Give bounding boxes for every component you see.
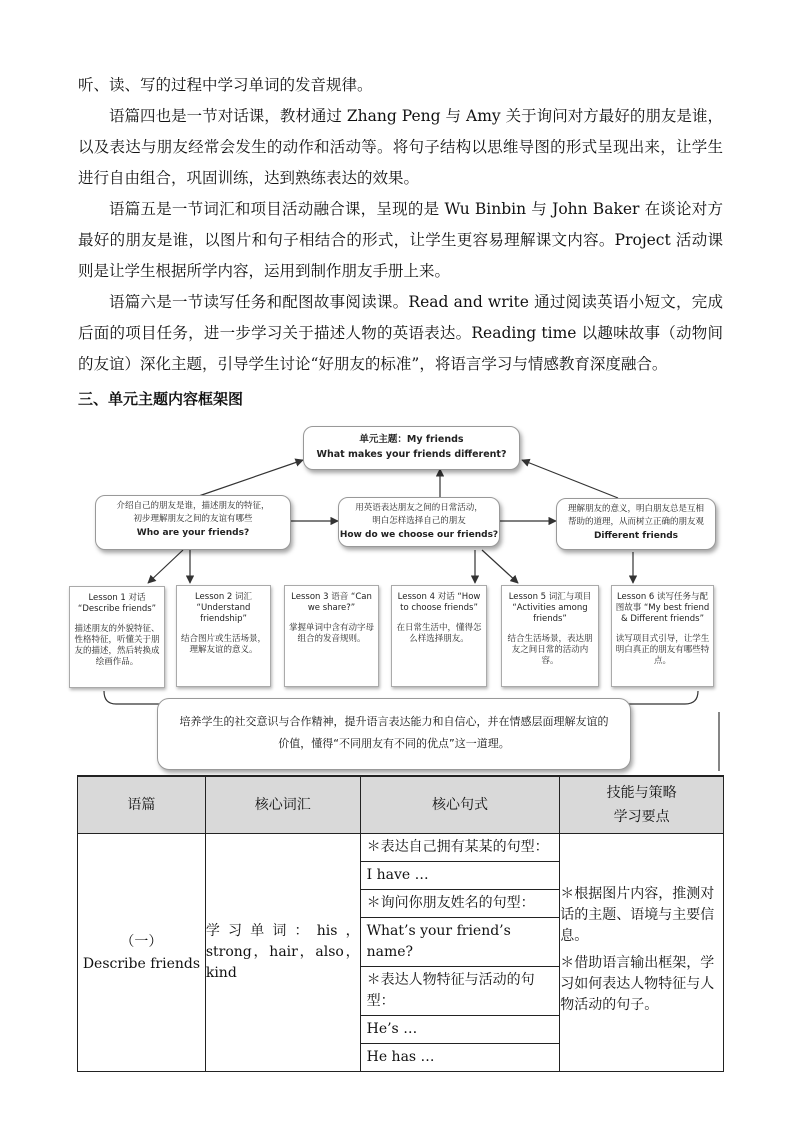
pattern-item: ＊表达自己拥有某某的句型： <box>361 834 560 862</box>
theme-box-different-line2: 帮助的道理，从而树立正确的朋友观 <box>567 517 704 527</box>
unit-goal-box: 培养学生的社交意识与合作精神，提升语言表达能力和自信心，并在情感层面理解友谊的价值，懂得“不同朋友有不同的优点”这一道理。 <box>157 698 631 770</box>
cell-vocab: 学习单词：his，strong，hair，also，kind <box>205 834 360 1072</box>
cell-patterns <box>360 834 560 1072</box>
paragraph-text-5: 语篇五是一节词汇和项目活动融合课，呈现的是 Wu Binbin 与 John Baker 在谈论对方最好的朋友是谁，以图片和句子相结合的形式，让学生更容易理解课文内容。Project 活动课则是让学生根据所学内容，运用到制作朋友手册上来。 <box>78 200 723 280</box>
header-patterns: 核心句式 <box>360 776 560 834</box>
paragraph-continuation: 听、读、写的过程中学习单词的发音规律。 <box>78 76 373 94</box>
lesson-title: Lesson 5 词汇与项目 “Activities among friends” <box>508 592 592 624</box>
lesson-card-6 <box>611 585 714 687</box>
paragraph-text-4: 语篇四也是一节对话课，教材通过 Zhang Peng 与 Amy 关于询问对方最好的朋友是谁，以及表达与朋友经常会发生的动作和活动等。将句子结构以思维导图的形式呈现出来，让学生进行自由组合，巩固训练，达到熟练表达的效果。 <box>78 107 723 187</box>
lesson-card-3 <box>284 585 379 687</box>
lesson-title: Lesson 6 读写任务与配图故事 “My best friend & Different friends” <box>615 592 710 624</box>
lesson-card-5 <box>501 585 599 687</box>
theme-box-different <box>556 498 716 550</box>
strategy-item: ＊借助语言输出框架，学习如何表达人物特征与人物活动的句子。 <box>560 954 715 1013</box>
unit-content-table <box>77 771 724 1072</box>
theme-box-choose-line2: 明白怎样选择自己的朋友 <box>372 516 466 526</box>
lesson-desc: 结合生活场景，表达朋友之间日常的活动内容。 <box>507 634 593 666</box>
header-strategy-line1: 技能与策略 <box>606 785 677 801</box>
lesson-desc: 描述朋友的外貌特征、性格特征，听懂关于朋友的描述，然后转换成绘画作品。 <box>74 624 160 667</box>
theme-box-different-line1: 理解朋友的意义，明白朋友总是互相 <box>567 504 704 514</box>
section-heading: 三、单元主题内容框架图 <box>78 390 244 408</box>
theme-box-choose-line1: 用英语表达朋友之间的日常活动， <box>355 503 483 513</box>
paragraph-text-6: 语篇六是一节读写任务和配图故事阅读课。Read and write 通过阅读英语小短文，完成后面的项目任务，进一步学习关于描述人物的英语表达。Reading time 以趣味故事（动物间的友谊）深化主题，引导学生讨论“好朋友的标准”，将语言学习与情感教育深度融合。 <box>78 293 723 373</box>
lesson-desc: 在日常生活中，懂得怎么样选择朋友。 <box>396 623 482 644</box>
theme-box-who <box>95 495 291 550</box>
theme-box-choose <box>338 497 500 547</box>
header-unit: 语篇 <box>78 776 206 834</box>
table-row <box>78 834 724 1072</box>
theme-box-choose-question: How do we choose our friends? <box>339 530 499 540</box>
pattern-item: ＊询问你朋友姓名的句型： <box>361 890 560 918</box>
unit-theme-title: 单元主题：My friends <box>359 434 464 445</box>
lesson-card-2 <box>176 585 271 687</box>
header-strategy-line2: 学习要点 <box>613 809 670 825</box>
table-header-row <box>78 776 724 834</box>
strategy-item: ＊根据图片内容，推测对话的主题、语境与主要信息。 <box>560 885 715 944</box>
lesson-desc: 掌握单词中含有动字母组合的发音规则。 <box>288 623 374 644</box>
unit-number: （一） <box>120 933 163 950</box>
pattern-item: He’s … <box>361 1016 560 1044</box>
theme-box-different-title: Different friends <box>593 531 679 541</box>
lesson-card-1 <box>69 586 165 688</box>
lesson-title: Lesson 2 词汇 “Understand friendship” <box>194 592 253 624</box>
lesson-card-4 <box>391 585 487 687</box>
unit-theme-box <box>303 426 520 470</box>
cell-unit <box>78 834 206 1072</box>
lesson-desc: 结合图片或生活场景，理解友谊的意义。 <box>180 634 266 655</box>
pattern-item: I have … <box>361 862 560 890</box>
pattern-item: ＊表达人物特征与活动的句型： <box>361 967 560 1016</box>
unit-name: Describe friends <box>82 955 201 972</box>
unit-theme-question: What makes your friends different? <box>316 449 507 460</box>
lesson-title: Lesson 4 对话 “How to choose friends” <box>397 592 481 613</box>
theme-box-who-line1: 介绍自己的朋友是谁，描述朋友的特征， <box>116 501 270 511</box>
lesson-title: Lesson 1 对话 “Describe friends” <box>77 593 157 614</box>
theme-box-who-question: Who are your friends? <box>136 528 250 538</box>
header-vocab: 核心词汇 <box>205 776 360 834</box>
pattern-item: He has … <box>366 1049 435 1065</box>
cell-strategy <box>560 834 724 1072</box>
theme-box-who-line2: 初步理解朋友之间的友谊有哪些 <box>133 514 253 524</box>
header-strategy <box>560 776 724 834</box>
lesson-desc: 读写项目式引导，让学生明白真正的朋友有哪些特点。 <box>615 634 710 666</box>
pattern-list <box>361 834 560 1071</box>
lesson-title: Lesson 3 语音 “Can we share?” <box>291 592 372 613</box>
pattern-item: What’s your friend’s name? <box>361 918 560 967</box>
